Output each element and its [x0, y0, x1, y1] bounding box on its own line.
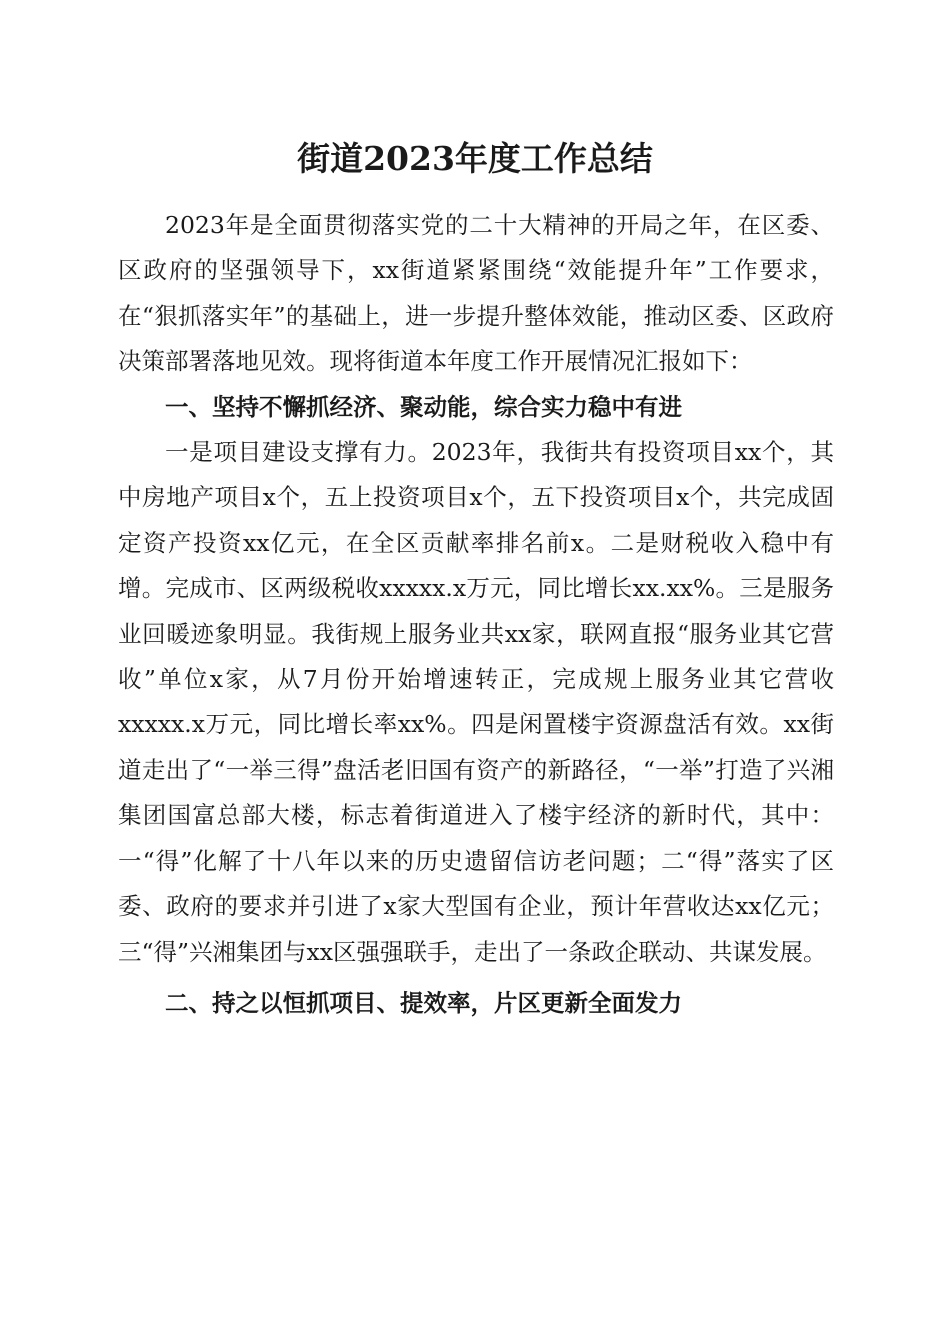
- document-title: 街道2023年度工作总结: [297, 139, 653, 178]
- intro-paragraph: 2023年是全面贯彻落实党的二十大精神的开局之年，在区委、区政府的坚强领导下，xx街道紧紧围绕“效能提升年”工作要求，在“狠抓落实年”的基础上，进一步提升整体效能，推动区委、区政府决策部署落地见效。现将街道本年度工作开展情况汇报如下：: [118, 211, 834, 376]
- section-1-heading: 一、坚持不懈抓经济、聚动能，综合实力稳中有进: [165, 392, 682, 421]
- section-2-heading: 二、持之以恒抓项目、提效率，片区更新全面发力: [165, 988, 682, 1017]
- document-body: [118, 203, 834, 1026]
- section-1-paragraph: 一是项目建设支撑有力。2023年，我街共有投资项目xx个，其中房地产项目x个，五上投资项目x个，五下投资项目x个，共完成固定资产投资xx亿元，在全区贡献率排名前x。二是财税收入稳中有增。完成市、区两级税收xxxxx.x万元，同比增长xx.xx%。三是服务业回暖迹象明显。我街规上服务业共xx家，联网直报“服务业其它营收”单位x家，从7月份开始增速转正，完成规上服务业其它营收xxxxx.x万元，同比增长率xx%。四是闲置楼宇资源盘活有效。xx街道走出了“一举三得”盘活老旧国有资产的新路径，“一举”打造了兴湘集团国富总部大楼，标志着街道进入了楼宇经济的新时代，其中：一“得”化解了十八年以来的历史遗留信访老问题；二“得”落实了区委、政府的要求并引进了x家大型国有企业，预计年营收达xx亿元；三“得”兴湘集团与xx区强强联手，走出了一条政企联动、共谋发展。: [118, 438, 834, 966]
